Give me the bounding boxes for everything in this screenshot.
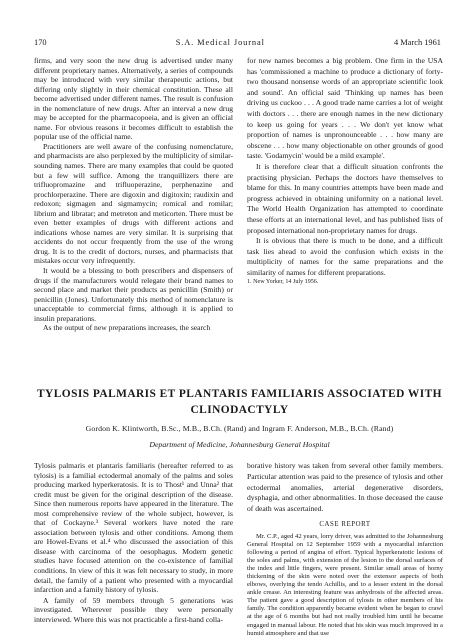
paragraph: firms, and very soon the new drug is advertised under many different proprietary names. Alternatively, a series of compounds may be introduced with very similar therapeutic actions, but differing only slightly in their chemical constitution. These all become advertised under different names. The result is confusion in the nomenclature of new drugs. After an interval a new drug may be accepted for the pharmacopoeia, and is given an official name. For obvious reasons it becomes difficult to establish the popular use of the official name. [34, 56, 233, 142]
paragraph: Practitioners are well aware of the confusing nomenclature, and pharmacists are also perplexed by the multiplicity of similar-sounding names. There are many examples that could be quoted but a few will suffice. Among the tranquillizers there are trifluopromazine and trifluoperazine, perphenazine and prochlorperazine. There are digoxin and digitoxin; raudixin and redoxon; sigmagen and sigmamycin; romical and romilar; librium and libratar; and metreton and meticorten. There must be even better examples of drugs with different actions and indications whose names are very similar. It is surprising that accidents do not occur frequently from the use of the wrong drug. It is to the credit of doctors, nurses, and pharmacists that mistakes occur very infrequently. [34, 141, 233, 266]
paragraph: A family of 59 members through 5 generations was investigated. Wherever possible they were personally interviewed. Where this was not practicable a first-hand colla- [34, 595, 233, 624]
paragraph: It is obvious that there is much to be done, and a difficult task lies ahead to avoid the confusion which exists in the multiplicity of names for the same preparations and the similarity of names for different preparations. [247, 236, 443, 277]
paragraph: It would be a blessing to both prescribers and dispensers of drugs if the manufacturers would relegate their brand names to second place and market their products as penicillin (Smith) or penicillin (Jones). Unfortunately this method of nomenclature is unacceptable to commercial firms, although it is applied to insulin preparations. [34, 266, 233, 323]
paragraph: Tylosis palmaris et plantaris familiaris (hereafter referred to as tylosis) is a familial ectodermal anomaly of the palms and soles producing marked hyperkeratosis. It is to Thost¹ and Unna² that credit must be given for the original description of the disease. Since then numerous reports have appeared in the literature. The most comprehensive review of the whole subject, however, is that of Cockayne.³ Several workers have noted the rare association between tylosis and other conditions. Among them are Howel-Evans et al.⁴ who discussed the association of this disease with carcinoma of the oesophagus. Modern genetic studies have focused attention on the co-existence of familial conditions. In view of this it was felt necessary to study, in more detail, the family of a patient who presented with a myocardial infarction and a family history of tylosis. [34, 461, 233, 595]
paragraph: As the output of new preparations increases, the search [43, 323, 211, 333]
journal-name: S.A. Medical Journal [175, 38, 265, 47]
editorial-column-left [34, 56, 233, 342]
author-affiliation: Department of Medicine, Johannesburg General Hospital [149, 440, 330, 449]
case-report-text: Mr. C.P., aged 42 years, lorry driver, was admitted to the Johannesburg General Hospital on 12 September 1959 with a myocardial infarction following a period of angina of effort. Typical hyperkeratotic lesions of the soles and palms, with extension of the lesion to the dorsal surfaces of the index and little fingers, were present. Similar small areas of horny thickening of the skin were noted over the extensor aspects of both elbows, overlying the tendo Achillis, and to a lesser extent in the dorsal ankle crease. An interesting feature was anhydrosis of the affected areas. The patient gave a good description of tylosis in other members of his family. The condition apparently became evident when he began to crawl at the age of 6 months but had not really troubled him until he became engaged in manual labour. He noted that his skin was much improved in a humid atmosphere and that use [247, 532, 443, 637]
article-title: TYLOSIS PALMARIS ET PLANTARIS FAMILIARIS ASSOCIATED WITH CLINODACTYLY [37, 388, 442, 416]
issue-date: 4 March 1961 [394, 38, 441, 47]
running-header [34, 38, 441, 50]
paragraph: It is therefore clear that a difficult situation confronts the practising physician. Perhaps the doctors have themselves to blame for this. In many countries attempts have been made and progress achieved in obtaining uniformity on a national level. The World Health Organization has attempted to coordinate these efforts at an international level, and has published lists of proposed international non-proprietary names for drugs. [247, 161, 443, 235]
article-authors: Gordon K. Klintworth, B.Sc., M.B., B.Ch. (Rand) and Ingram F. Anderson, M.B., B.Ch. (Rand) [85, 424, 394, 433]
article-column-right [247, 461, 443, 637]
footnote: 1. New Yorker, 14 July 1956. [247, 279, 319, 286]
article-column-left [34, 461, 233, 631]
paragraph: for new names becomes a big problem. One firm in the USA has 'commissioned a machine to produce a dictionary of forty-two thousand nonsense words of an appropriate scientific look and sound'. An official said 'Thinking up names has been driving us cuckoo . . . A good trade name carries a lot of weight with doctors . . . there are enough names in the new dictionary to keep us going for years . . . We don't yet know what proportion of names is unpronounceable . . . how many are obscene . . . how many objectionable on other grounds of good taste. 'Godamycin' would be a mild example'. [247, 56, 443, 161]
paragraph: borative history was taken from several other family members. Particular attention was paid to the presence of tylosis and other ectodermal anomalies, arterial degenerative disorders, dysphagia, and other abnormalities. In those deceased the cause of death was ascertained. [247, 461, 443, 514]
page-number: 170 [34, 38, 47, 47]
editorial-column-right [247, 56, 443, 342]
section-heading: CASE REPORT [319, 520, 371, 528]
